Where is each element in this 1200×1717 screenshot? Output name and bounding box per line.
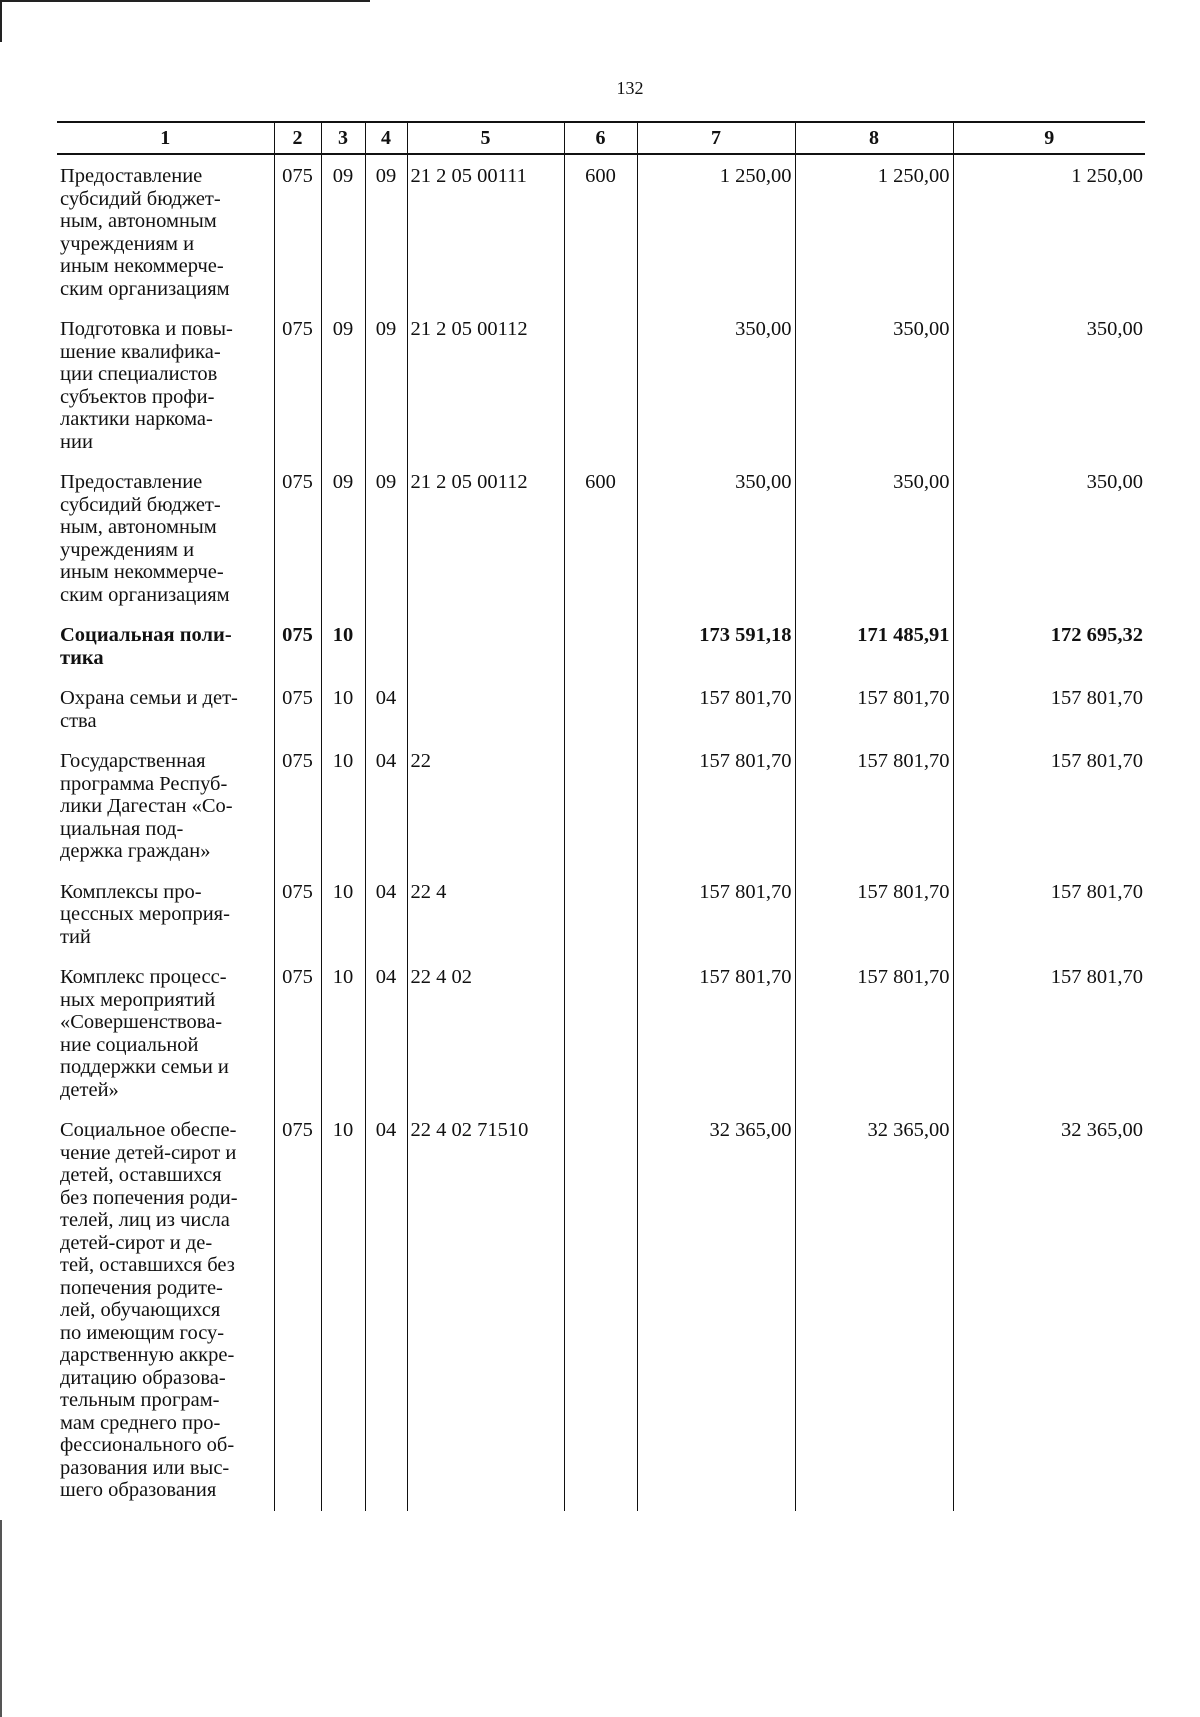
amount-year-2-cell: 157 801,70 xyxy=(795,957,953,1110)
expense-type-cell xyxy=(564,309,637,462)
table-row xyxy=(57,615,1145,678)
row-name-text: Социальная поли- тика xyxy=(60,624,232,669)
subsection-code-cell xyxy=(365,615,407,678)
subsection-code-cell: 04 xyxy=(365,872,407,958)
target-article-cell: 22 xyxy=(407,741,564,872)
subsection-code-cell: 09 xyxy=(365,309,407,462)
amount-year-1-cell: 157 801,70 xyxy=(637,741,795,872)
header-col-1: 1 xyxy=(57,122,274,154)
expense-type-cell xyxy=(564,957,637,1110)
amount-year-2-cell: 32 365,00 xyxy=(795,1110,953,1511)
section-code-cell: 10 xyxy=(321,678,365,741)
header-col-3: 3 xyxy=(321,122,365,154)
header-col-9: 9 xyxy=(953,122,1145,154)
table-row xyxy=(57,309,1145,462)
admin-code-cell: 075 xyxy=(274,957,321,1110)
amount-year-2-cell: 350,00 xyxy=(795,309,953,462)
subsection-code-cell: 04 xyxy=(365,1110,407,1511)
amount-year-1-cell: 173 591,18 xyxy=(637,615,795,678)
table-row xyxy=(57,1110,1145,1511)
expense-type-cell xyxy=(564,1110,637,1511)
target-article-cell: 22 4 02 xyxy=(407,957,564,1110)
subsection-code-cell: 09 xyxy=(365,154,407,309)
row-name-text: Социальное обеспе- чение детей-сирот и детей, оставшихся без попечения роди- телей, лиц из числа детей-сирот и де- тей, оставшихся без попечения родите- лей, обучающихся по имеющим госу- дарственную аккре- дитацию образова- тельным програм- мам среднего про- фессионального об- разования или выс- шего образования xyxy=(60,1119,238,1501)
amount-year-1-cell: 157 801,70 xyxy=(637,957,795,1110)
row-name-text: Комплексы про- цессных мероприя- тий xyxy=(60,880,230,948)
admin-code-cell: 075 xyxy=(274,154,321,309)
expense-type-cell xyxy=(564,678,637,741)
header-col-2: 2 xyxy=(274,122,321,154)
amount-year-3-cell: 172 695,32 xyxy=(953,615,1145,678)
amount-year-2-cell: 171 485,91 xyxy=(795,615,953,678)
header-col-6: 6 xyxy=(564,122,637,154)
target-article-cell: 21 2 05 00112 xyxy=(407,462,564,615)
section-code-cell: 10 xyxy=(321,1110,365,1511)
row-name-cell xyxy=(57,1110,274,1511)
amount-year-3-cell: 157 801,70 xyxy=(953,678,1145,741)
amount-year-1-cell: 32 365,00 xyxy=(637,1110,795,1511)
header-col-7: 7 xyxy=(637,122,795,154)
section-code-cell: 09 xyxy=(321,309,365,462)
subsection-code-cell: 04 xyxy=(365,741,407,872)
row-name-text: Государственная программа Респуб- лики Дагестан «Со- циальная под- держка граждан» xyxy=(60,750,233,862)
row-name-text: Предоставление субсидий бюджет- ным, автономным учреждениям и иным некоммерче- ским организациям xyxy=(60,471,230,606)
row-name-cell xyxy=(57,309,274,462)
target-article-cell: 21 2 05 00112 xyxy=(407,309,564,462)
page-number: 132 xyxy=(616,78,644,98)
amount-year-1-cell: 1 250,00 xyxy=(637,154,795,309)
row-name-cell xyxy=(57,957,274,1110)
amount-year-2-cell: 157 801,70 xyxy=(795,872,953,958)
row-name-text: Подготовка и повы- шение квалифика- ции специалистов субъектов профи- лактики наркома- нии xyxy=(60,318,233,453)
subsection-code-cell: 04 xyxy=(365,957,407,1110)
section-code-cell: 09 xyxy=(321,154,365,309)
target-article-cell: 22 4 xyxy=(407,872,564,958)
admin-code-cell: 075 xyxy=(274,1110,321,1511)
page-frame-left-edge xyxy=(0,0,2,42)
expense-type-cell: 600 xyxy=(564,462,637,615)
row-name-text: Предоставление субсидий бюджет- ным, автономным учреждениям и иным некоммерче- ским организациям xyxy=(60,165,230,300)
expense-type-cell xyxy=(564,872,637,958)
budget-table xyxy=(57,121,1145,1511)
amount-year-2-cell: 1 250,00 xyxy=(795,154,953,309)
row-name-cell xyxy=(57,741,274,872)
table-row xyxy=(57,957,1145,1110)
amount-year-3-cell: 32 365,00 xyxy=(953,1110,1145,1511)
amount-year-3-cell: 157 801,70 xyxy=(953,872,1145,958)
table-row xyxy=(57,741,1145,872)
table-row xyxy=(57,872,1145,958)
admin-code-cell: 075 xyxy=(274,615,321,678)
amount-year-2-cell: 350,00 xyxy=(795,462,953,615)
table-row xyxy=(57,678,1145,741)
admin-code-cell: 075 xyxy=(274,462,321,615)
section-code-cell: 10 xyxy=(321,872,365,958)
table-row xyxy=(57,154,1145,309)
header-col-8: 8 xyxy=(795,122,953,154)
amount-year-1-cell: 157 801,70 xyxy=(637,872,795,958)
target-article-cell xyxy=(407,678,564,741)
subsection-code-cell: 04 xyxy=(365,678,407,741)
target-article-cell xyxy=(407,615,564,678)
table-body xyxy=(57,154,1145,1511)
amount-year-3-cell: 157 801,70 xyxy=(953,741,1145,872)
row-name-cell xyxy=(57,154,274,309)
admin-code-cell: 075 xyxy=(274,309,321,462)
section-code-cell: 09 xyxy=(321,462,365,615)
row-name-cell xyxy=(57,678,274,741)
amount-year-2-cell: 157 801,70 xyxy=(795,678,953,741)
amount-year-1-cell: 350,00 xyxy=(637,462,795,615)
header-col-4: 4 xyxy=(365,122,407,154)
admin-code-cell: 075 xyxy=(274,872,321,958)
amount-year-3-cell: 350,00 xyxy=(953,462,1145,615)
section-code-cell: 10 xyxy=(321,957,365,1110)
expense-type-cell xyxy=(564,741,637,872)
amount-year-2-cell: 157 801,70 xyxy=(795,741,953,872)
row-name-text: Комплекс процесс- ных мероприятий «Совершенствова- ние социальной поддержки семьи и детей» xyxy=(60,966,229,1101)
amount-year-3-cell: 350,00 xyxy=(953,309,1145,462)
section-code-cell: 10 xyxy=(321,615,365,678)
target-article-cell: 21 2 05 00111 xyxy=(407,154,564,309)
admin-code-cell: 075 xyxy=(274,741,321,872)
row-name-cell xyxy=(57,872,274,958)
page-frame-top-edge xyxy=(0,0,370,2)
expense-type-cell: 600 xyxy=(564,154,637,309)
row-name-cell xyxy=(57,615,274,678)
page-frame-left-edge-lower xyxy=(0,1520,2,1717)
amount-year-1-cell: 157 801,70 xyxy=(637,678,795,741)
header-col-5: 5 xyxy=(407,122,564,154)
amount-year-3-cell: 157 801,70 xyxy=(953,957,1145,1110)
section-code-cell: 10 xyxy=(321,741,365,872)
row-name-text: Охрана семьи и дет- ства xyxy=(60,687,238,732)
admin-code-cell: 075 xyxy=(274,678,321,741)
table-header-row xyxy=(57,122,1145,154)
expense-type-cell xyxy=(564,615,637,678)
row-name-cell xyxy=(57,462,274,615)
amount-year-1-cell: 350,00 xyxy=(637,309,795,462)
target-article-cell: 22 4 02 71510 xyxy=(407,1110,564,1511)
amount-year-3-cell: 1 250,00 xyxy=(953,154,1145,309)
subsection-code-cell: 09 xyxy=(365,462,407,615)
table-row xyxy=(57,462,1145,615)
